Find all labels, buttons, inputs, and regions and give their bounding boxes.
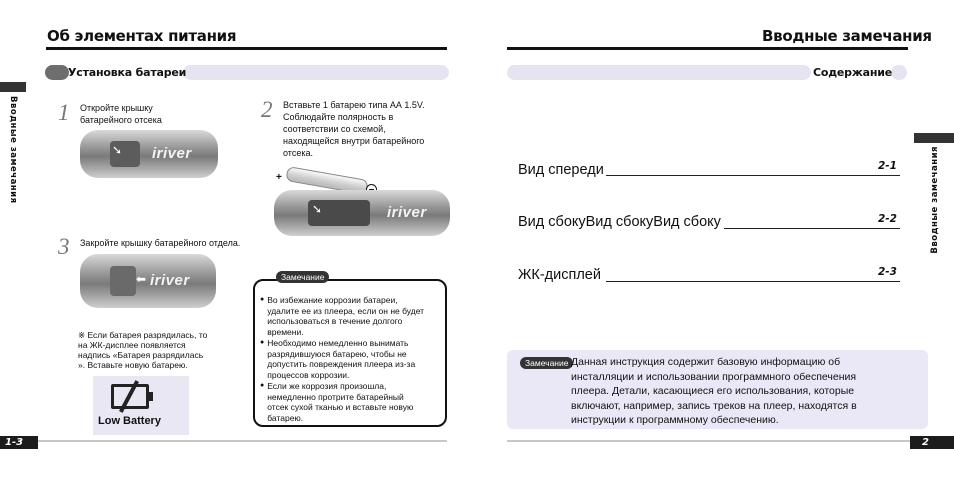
battery-terminal: [149, 392, 153, 401]
toc-entry-page[interactable]: 2-3: [878, 266, 897, 278]
right-section-pill-end: [891, 65, 907, 80]
step-2-number: 2: [261, 97, 273, 122]
toc-leader-line: [724, 228, 900, 229]
right-bottom-rule: [507, 440, 911, 442]
right-section-heading: Содержание: [813, 66, 892, 79]
battery-cover-closed: [110, 266, 136, 296]
toc-leader-line: [606, 281, 900, 282]
step-1-text: Откройте крышку батарейного отсека: [80, 103, 162, 125]
step-3-number: 3: [58, 234, 70, 259]
step-1-number: 1: [58, 100, 70, 125]
toc-leader-line: [606, 175, 900, 176]
iriver-logo: iriver: [150, 272, 190, 289]
arrow-icon: ⬅: [136, 272, 147, 286]
low-battery-footnote: ※ Если батарея разрядилась, то на ЖК-дисплее появляется надпись «Батарея разрядилась ». Вставьте новую батарею.: [78, 330, 208, 370]
step-2-text: Вставьте 1 батарею типа АА 1.5V. Соблюдайте полярность в соответствии со схемой, находящейся внутри батарейного отсека.: [283, 100, 425, 158]
toc-entry-page[interactable]: 2-1: [878, 160, 897, 172]
toc-entry-label[interactable]: Вид сбокуВид сбокуВид сбоку: [518, 214, 721, 230]
right-note-text: Данная инструкция содержит базовую информацию об инсталляции и использовании программного обеспечения плеера. Детали, касающиеся его использования, которые включают, например, запись треков на плеер, находятся в инструкции к программному обеспечению.: [571, 356, 857, 426]
step-3-text: Закройте крышку батарейного отдела.: [80, 238, 241, 248]
left-note-badge: Замечание: [276, 271, 329, 283]
right-side-tab-text: Вводные замечания: [930, 146, 940, 254]
note-list-item: [260, 295, 446, 337]
right-side-tab-bar: [914, 133, 954, 143]
left-side-tab-text: Вводные замечания: [8, 96, 18, 204]
right-note-badge: Замечание: [520, 357, 573, 369]
note-item-text: Во избежание коррозии батареи, удалите ее из плеера, если он не будет использоваться в течение долгого времени.: [267, 295, 425, 337]
low-battery-label: Low Battery: [98, 415, 161, 427]
right-section-pill: [507, 65, 811, 80]
plus-icon: +: [276, 172, 282, 183]
left-title-rule: [46, 47, 447, 50]
note-list-item: [260, 338, 446, 380]
toc-entry-label[interactable]: Вид спереди: [518, 162, 604, 178]
left-page-title: Об элементах питания: [47, 27, 237, 45]
toc-entry-page[interactable]: 2-2: [878, 213, 897, 225]
left-side-tab-bar: [0, 82, 26, 92]
note-list-item: [260, 381, 446, 423]
bullet-icon: ●: [260, 382, 265, 389]
left-section-pill: [183, 65, 449, 80]
note-item-text: Если же коррозия произошла, немедленно протрите батарейный отсек сухой тканью и вставьте новую батарею.: [267, 381, 414, 423]
bullet-icon: ●: [260, 296, 265, 303]
iriver-logo: iriver: [152, 145, 192, 162]
player-illustration-3: [80, 254, 216, 308]
iriver-logo: iriver: [387, 204, 427, 221]
player-illustration-1: [80, 130, 218, 178]
arrow-icon: ➘: [312, 202, 323, 216]
arrow-icon: ➘: [112, 143, 123, 157]
right-page-number: 2: [910, 436, 954, 449]
left-section-pill-cap: [45, 65, 69, 80]
right-title-rule: [507, 47, 908, 50]
left-note-items: [260, 295, 446, 423]
left-page-number: 1-3: [0, 436, 38, 449]
bullet-icon: ●: [260, 339, 265, 346]
left-section-heading: Установка батареи: [68, 66, 187, 79]
toc-entry-label[interactable]: ЖК-дисплей: [518, 267, 601, 283]
left-bottom-rule: [36, 440, 447, 442]
right-page-title: Вводные замечания: [762, 27, 932, 45]
note-item-text: Необходимо немедленно вынимать разрядившуюся батарею, чтобы не допустить повреждения плеера из-за процессов коррозии.: [267, 338, 416, 380]
